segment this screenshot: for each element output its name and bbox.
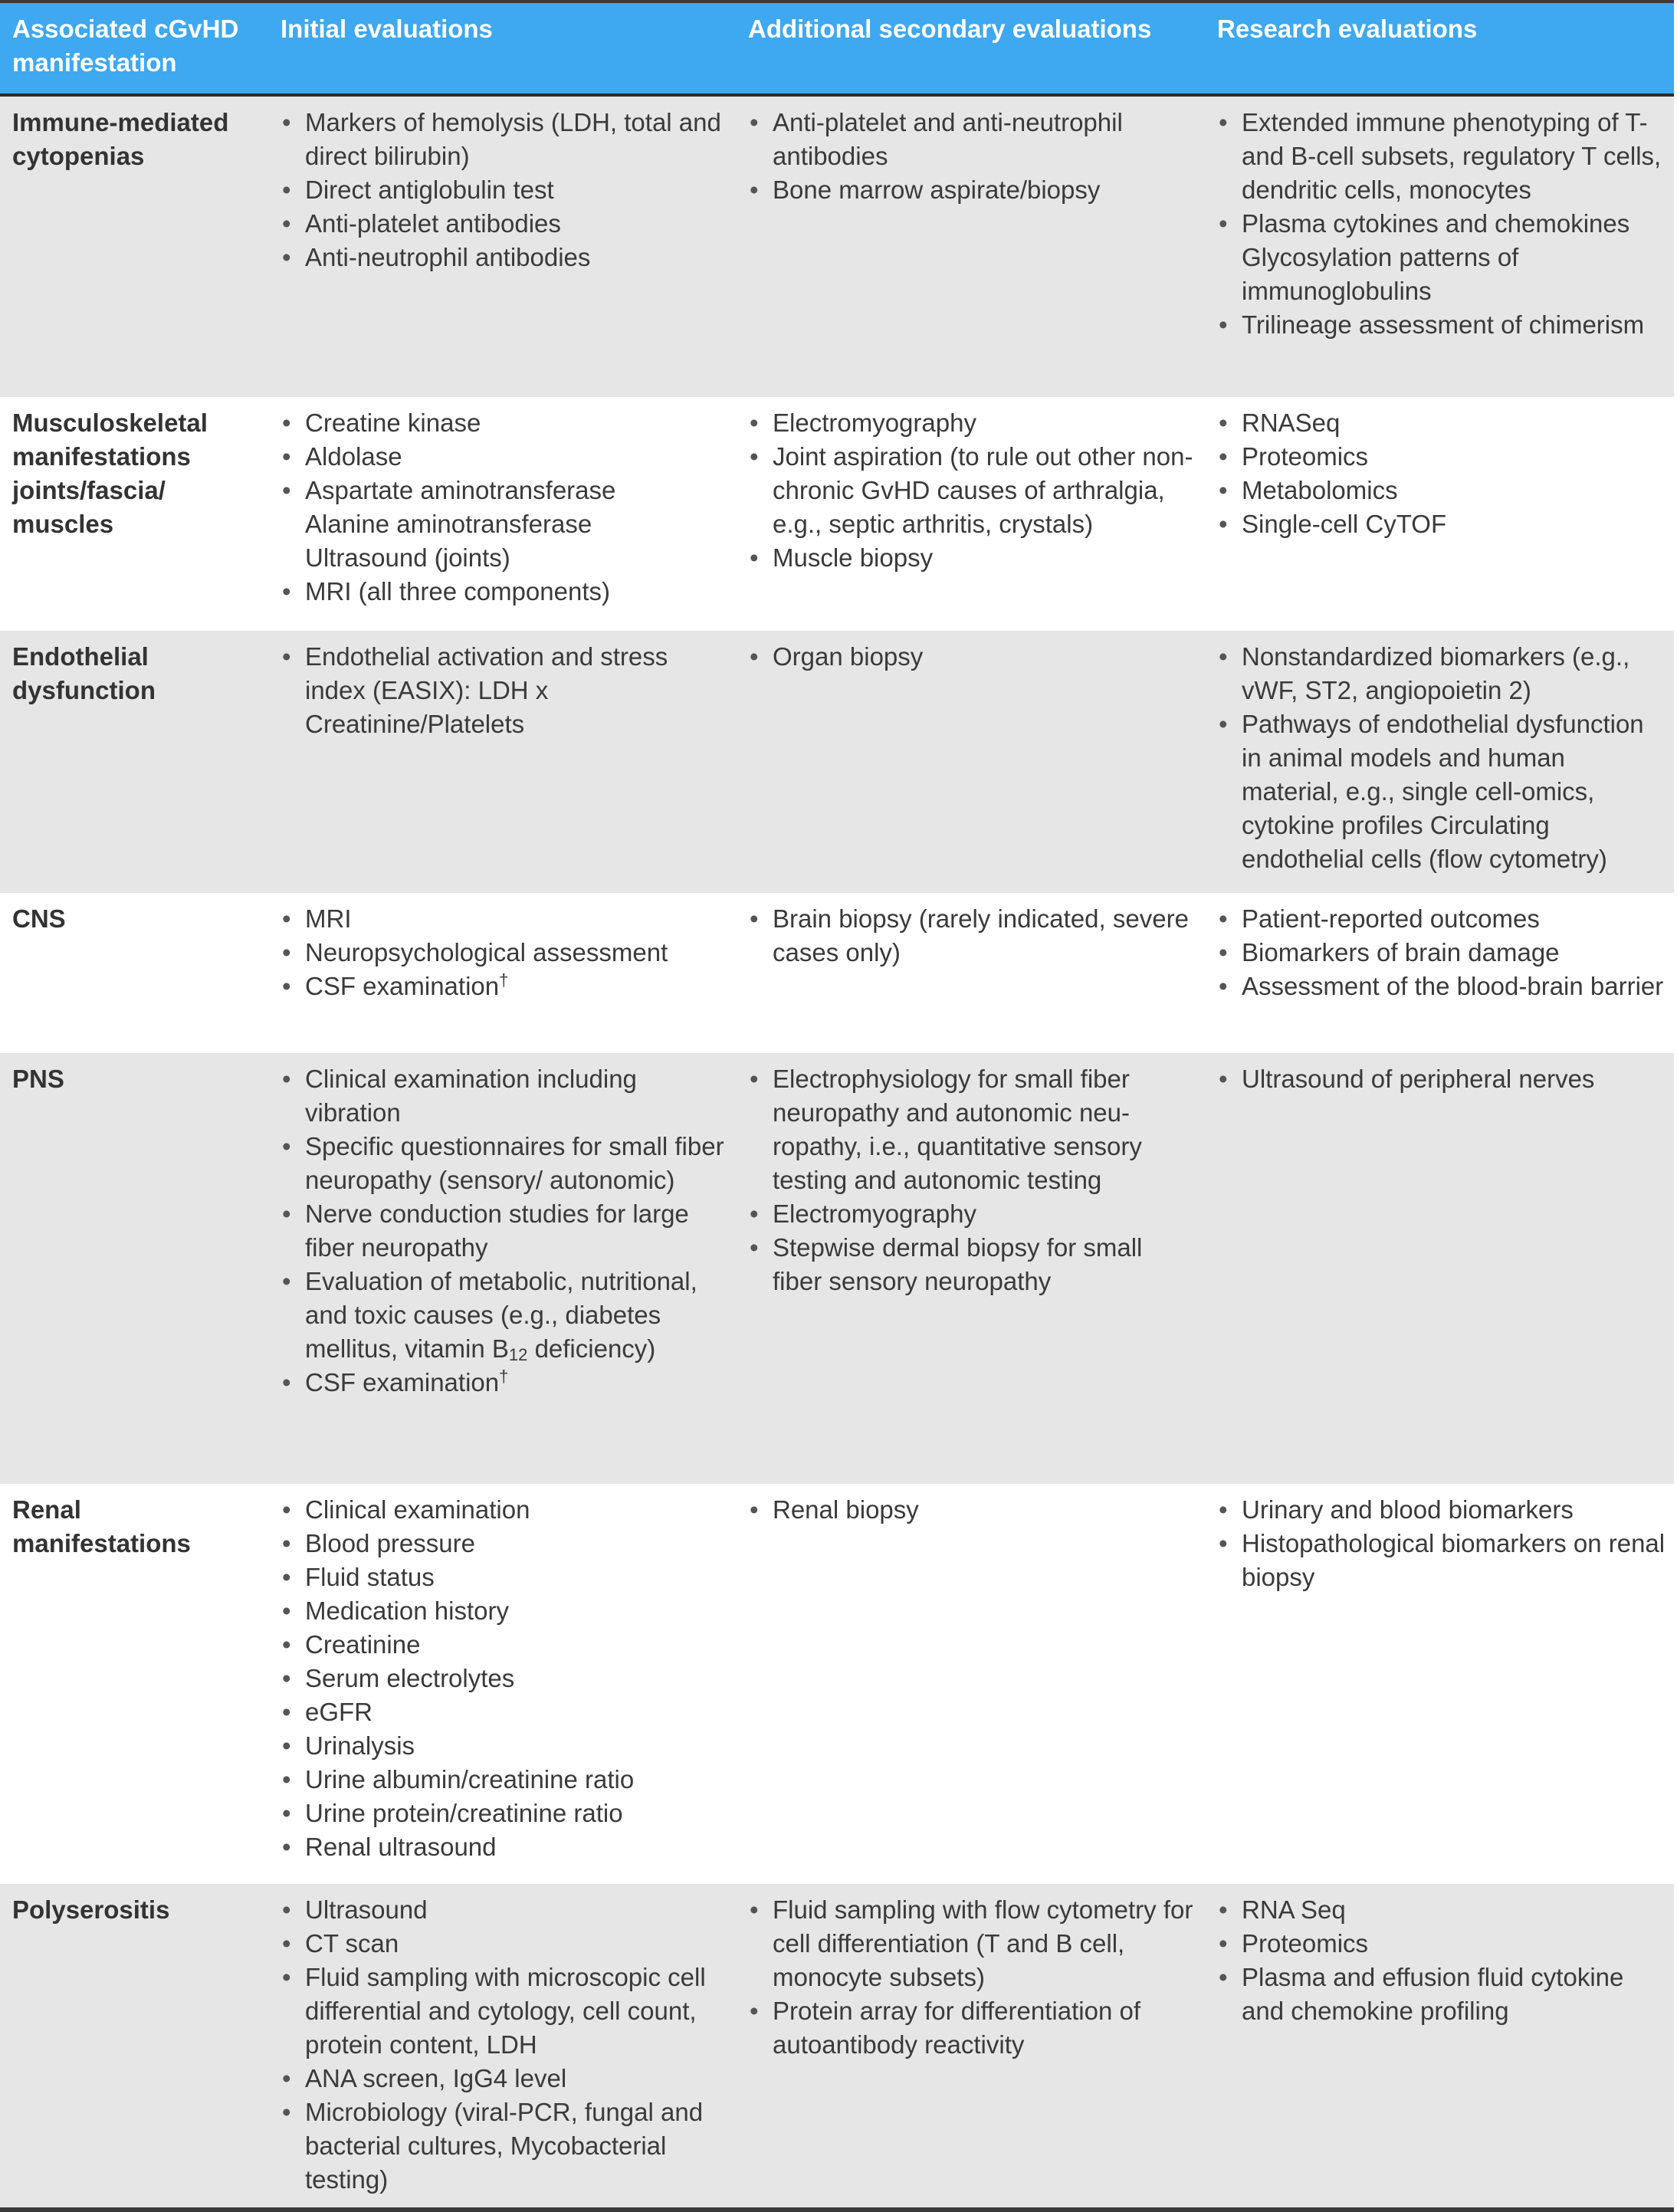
list-item-text: Pathways of endothelial dysfunction in animal models and human material, e.g., single cell-omics, cytokine profiles <box>1242 710 1644 839</box>
list-item: • Electromyography <box>748 1197 1197 1231</box>
initial-cell <box>268 1884 736 2210</box>
table-row-cns <box>0 893 1674 1053</box>
list-item: • eGFR <box>281 1695 728 1729</box>
research-cell <box>1205 631 1674 893</box>
list-item: • Urine protein/creatinine ratio <box>281 1797 728 1830</box>
list-item: • Ultrasound of peripheral nerves <box>1217 1062 1666 1096</box>
research-cell <box>1205 1484 1674 1884</box>
row-label: Immune-mediated cytopenias <box>12 108 229 170</box>
list-item: • Aspartate aminotransferase <box>281 474 728 507</box>
list-item: • Proteomics <box>1217 1927 1666 1961</box>
secondary-cell <box>736 1884 1205 2210</box>
header-research: Research evaluations <box>1205 2 1674 95</box>
list-item-text: CSF examination <box>305 1368 500 1396</box>
list-item: • Fluid sampling with microscopic cell differential and cytology, cell count, protein content, LDH <box>281 1961 728 2062</box>
list-item <box>1217 707 1666 876</box>
list-item: • Creatinine <box>281 1628 728 1662</box>
list-item <box>281 1366 728 1400</box>
list-item-text: deficiency) <box>534 1334 656 1363</box>
secondary-cell <box>736 1053 1205 1484</box>
list-item: • Muscle biopsy <box>748 541 1197 575</box>
research-cell <box>1205 1053 1674 1484</box>
subscript: 12 <box>508 1345 528 1364</box>
list-item: • Protein array for differentiation of autoantibody reactivity <box>748 1994 1197 2062</box>
list-item: • Plasma and effusion fluid cytokine and chemokine profiling <box>1217 1961 1666 2028</box>
research-cell <box>1205 893 1674 1053</box>
list-item: • Organ biopsy <box>748 640 1197 674</box>
list-item: • Fluid sampling with flow cytometry for cell differentiation (T and B cell, monocyte subsets) <box>748 1893 1197 1994</box>
secondary-cell <box>736 95 1205 397</box>
table-row-endothelial <box>0 631 1674 893</box>
list-item: • CT scan <box>281 1927 728 1961</box>
list-item: • Nonstandardized biomarkers (e.g., vWF, ST2, angiopoietin 2) <box>1217 640 1666 707</box>
initial-cell <box>268 1484 736 1884</box>
list-item: • Patient-reported outcomes <box>1217 902 1666 936</box>
list-item: • Stepwise dermal biopsy for small fiber sensory neuropathy <box>748 1231 1197 1298</box>
research-cell <box>1205 397 1674 631</box>
list-item: • RNA Seq <box>1217 1893 1666 1927</box>
list-item: • Anti-neutrophil antibodies <box>281 241 728 274</box>
list-item: • Anti-platelet antibodies <box>281 207 728 241</box>
list-item-continued: Ultrasound (joints) <box>305 543 510 572</box>
list-item: • Urinalysis <box>281 1729 728 1763</box>
list-item: • Aldolase <box>281 440 728 474</box>
table-row-polyserositis <box>0 1884 1674 2210</box>
initial-cell <box>268 397 736 631</box>
list-item: • ANA screen, IgG4 level <box>281 2062 728 2095</box>
list-item: • Plasma cytokines and chemokines <box>1217 207 1666 241</box>
secondary-cell <box>736 397 1205 631</box>
list-item: • Creatine kinase <box>281 406 728 440</box>
initial-cell <box>268 893 736 1053</box>
list-item-continued: Alanine aminotransferase <box>305 510 592 538</box>
list-item: • MRI (all three components) <box>281 575 728 609</box>
list-item: • Urine albumin/creatinine ratio <box>281 1763 728 1797</box>
initial-cell <box>268 1053 736 1484</box>
research-cell <box>1205 95 1674 397</box>
list-item: • Microbiology (viral-PCR, fungal and bacterial cultures, Mycobacterial testing) <box>281 2095 728 2197</box>
secondary-cell <box>736 893 1205 1053</box>
list-item: • Single-cell CyTOF <box>1217 507 1666 541</box>
list-item: • Brain biopsy (rarely indicated, severe cases only) <box>748 902 1197 970</box>
list-item-text: Circulating endothelial cells (flow cytometry) <box>1242 811 1607 873</box>
row-label: PNS <box>12 1065 64 1093</box>
list-item: • Specific questionnaires for small fiber neuropathy (sensory/ autonomic) <box>281 1130 728 1197</box>
list-item: • Electromyography <box>748 406 1197 440</box>
initial-cell <box>268 631 736 893</box>
list-item: • Clinical examination including vibration <box>281 1062 728 1130</box>
table-row-immune-cytopenias <box>0 95 1674 397</box>
row-label: Endothelial dysfunction <box>12 642 156 704</box>
list-item: • Electrophysiology for small fiber neuropathy and autonomic neu-ropathy, i.e., quantitative sensory testing and autonomic testing <box>748 1062 1197 1197</box>
header-initial: Initial evaluations <box>268 2 736 95</box>
list-item: • Clinical examination <box>281 1493 728 1527</box>
list-item: • Anti-platelet and anti-neutrophil antibodies <box>748 106 1197 173</box>
table-row-renal <box>0 1484 1674 1884</box>
list-item: • RNASeq <box>1217 406 1666 440</box>
list-item: • Metabolomics <box>1217 474 1666 507</box>
row-label: Renal manifestations <box>12 1495 191 1557</box>
list-item: • Extended immune phenotyping of T- and B-cell subsets, regulatory T cells, dendritic cells, monocytes <box>1217 106 1666 207</box>
list-item <box>281 1265 728 1366</box>
list-item: • Blood pressure <box>281 1527 728 1561</box>
dagger-mark: † <box>499 970 509 989</box>
list-item-text: CSF examination <box>305 972 500 1000</box>
list-item: • Markers of hemolysis (LDH, total and direct bilirubin) <box>281 106 728 173</box>
list-item: • Direct antiglobulin test <box>281 173 728 207</box>
list-item: • Proteomics <box>1217 440 1666 474</box>
list-item <box>281 970 728 1003</box>
header-row <box>0 2 1674 95</box>
row-label: Musculoskeletal manifestations joints/fascia/ muscles <box>12 409 208 538</box>
list-item: • Joint aspiration (to rule out other non-chronic GvHD causes of arthralgia, e.g., septic arthritis, crystals) <box>748 440 1197 541</box>
secondary-cell <box>736 631 1205 893</box>
list-item: • Histopathological biomarkers on renal biopsy <box>1217 1527 1666 1594</box>
header-manifestation: Associated cGvHD manifestation <box>0 2 268 95</box>
list-item: • Trilineage assessment of chimerism <box>1217 308 1666 342</box>
list-item-continued: Glycosylation patterns of immunoglobulins <box>1242 243 1519 305</box>
row-label: Polyserositis <box>12 1895 170 1924</box>
research-cell <box>1205 1884 1674 2210</box>
list-item: • Medication history <box>281 1594 728 1628</box>
list-item: • Renal ultrasound <box>281 1830 728 1864</box>
list-item: • Serum electrolytes <box>281 1662 728 1695</box>
list-item: • Biomarkers of brain damage <box>1217 936 1666 970</box>
list-item: • Fluid status <box>281 1561 728 1594</box>
list-item: • Neuropsychological assessment <box>281 936 728 970</box>
list-item: • Assessment of the blood-brain barrier <box>1217 970 1666 1003</box>
table-row-musculoskeletal <box>0 397 1674 631</box>
list-item: • Endothelial activation and stress index (EASIX): LDH x Creatinine/Platelets <box>281 640 728 741</box>
table-row-pns <box>0 1053 1674 1484</box>
list-item: • Ultrasound <box>281 1893 728 1927</box>
list-item: • Nerve conduction studies for large fiber neuropathy <box>281 1197 728 1265</box>
row-label: CNS <box>12 904 66 933</box>
list-item: • Urinary and blood biomarkers <box>1217 1493 1666 1527</box>
header-secondary: Additional secondary evaluations <box>736 2 1205 95</box>
initial-cell <box>268 95 736 397</box>
dagger-mark: † <box>499 1367 509 1386</box>
list-item-text: Evaluation of metabolic, nutritional, and toxic causes (e.g., diabetes mellitus, vitamin B <box>305 1267 697 1363</box>
secondary-cell <box>736 1484 1205 1884</box>
list-item: • Renal biopsy <box>748 1493 1197 1527</box>
list-item: • MRI <box>281 902 728 936</box>
list-item: • Bone marrow aspirate/biopsy <box>748 173 1197 207</box>
